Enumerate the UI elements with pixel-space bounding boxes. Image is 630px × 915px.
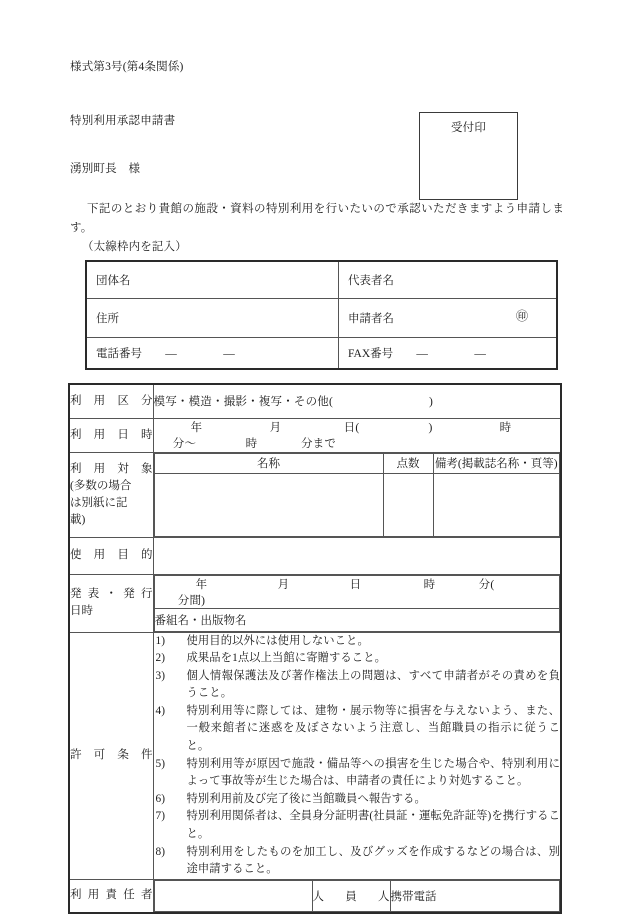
table-row-usage-type — [69, 384, 561, 418]
phone-cell[interactable] — [86, 338, 339, 370]
conditions-label: 許可条件 — [69, 632, 153, 879]
pub-year-marker: 年 — [195, 578, 208, 591]
condition-text: 使用目的以外には使用しないこと。 — [186, 634, 369, 647]
table-row — [86, 261, 557, 299]
col-header-name: 名称 — [154, 453, 383, 473]
conditions-cell — [153, 632, 561, 879]
responsible-label: 利用責任者 — [69, 879, 153, 913]
page-title: 特別利用承認申請書 — [70, 115, 176, 127]
responsible-name-field[interactable] — [154, 880, 312, 911]
condition-item — [154, 650, 561, 668]
table-row-usage-datetime — [69, 418, 561, 452]
conditions-list — [154, 633, 561, 879]
condition-number: 8) — [155, 845, 166, 858]
condition-text: 個人情報保護法及び著作権法上の問題は、すべて申請者がその責めを負うこと。 — [186, 669, 560, 700]
condition-item — [154, 756, 561, 791]
application-detail-table — [68, 383, 562, 914]
phone-dash-1: — — [165, 348, 177, 360]
end-hour-marker: 時 — [245, 438, 258, 450]
end-minute-marker: 分まで — [300, 438, 337, 450]
intro-paragraph: 下記のとおり貴館の施設・資料の特別利用を行いたいので承認いただきますよう申請します。 — [70, 203, 564, 234]
group-name-label: 団体名 — [96, 275, 131, 287]
condition-number: 4) — [155, 704, 166, 717]
publication-program-cell[interactable] — [154, 608, 560, 631]
condition-item — [154, 668, 561, 703]
purpose-label: 使用目的 — [69, 537, 153, 574]
start-hour-marker: 時 — [499, 422, 512, 434]
headcount-label: 人員 — [312, 890, 378, 903]
pub-hour-marker: 時 — [423, 578, 436, 591]
pub-minute-marker: 分( — [478, 578, 495, 591]
start-minute-marker: 分～ — [172, 438, 197, 450]
day-marker: 日( — [343, 422, 360, 434]
condition-item — [154, 808, 561, 843]
group-name-cell[interactable] — [86, 261, 339, 299]
publication-grid-cell — [153, 574, 561, 632]
usage-object-label — [69, 452, 153, 537]
table-row-usage-object — [69, 452, 561, 537]
condition-number: 2) — [155, 652, 166, 665]
mobile-phone-field[interactable] — [390, 880, 560, 911]
usage-datetime-label: 利用日時 — [69, 418, 153, 452]
program-name-label: 番組名・出版物名 — [154, 614, 247, 627]
fax-cell[interactable] — [339, 338, 558, 370]
condition-number: 6) — [155, 792, 166, 805]
usage-object-label-line2: (多数の場合 — [70, 479, 132, 492]
pub-month-marker: 月 — [277, 578, 290, 591]
publication-date-row[interactable] — [154, 575, 560, 608]
col-header-note: 備考(掲載誌名称・頁等) — [433, 453, 560, 473]
publication-date-cell[interactable] — [154, 575, 560, 608]
condition-item — [154, 703, 561, 756]
col-header-count: 点数 — [383, 453, 433, 473]
usage-type-cell[interactable] — [153, 384, 561, 418]
condition-number: 1) — [155, 634, 166, 647]
publication-label-line2: 日時 — [70, 605, 93, 617]
condition-text: 特別利用をしたものを加工し、及びグッズを作成するなどの場合は、別途申請すること。 — [186, 845, 560, 876]
usage-object-label-line4: 載) — [70, 513, 86, 526]
usage-type-options: 模写・模造・撮影・複写・その他( — [153, 396, 334, 409]
condition-number: 5) — [155, 757, 166, 770]
condition-item — [154, 791, 561, 809]
condition-item — [154, 844, 561, 879]
fax-dash-2: — — [474, 348, 486, 360]
day-close-paren: ) — [428, 422, 433, 434]
table-row — [86, 299, 557, 338]
applicant-name-cell[interactable] — [339, 299, 558, 338]
addressee: 湧別町長 様 — [70, 163, 141, 175]
year-marker: 年 — [190, 422, 203, 434]
pub-duration-marker: 分間) — [177, 594, 206, 607]
publication-label-line1: 発表・発行 — [70, 588, 153, 600]
phone-label: 電話番号 — [96, 348, 142, 360]
usage-object-grid-cell — [153, 452, 561, 537]
usage-object-label-line3: は別紙に記 — [70, 496, 128, 509]
receipt-stamp-label: 受付印 — [450, 122, 487, 134]
usage-object-header-row — [154, 453, 560, 473]
condition-text: 特別利用等が原因で施設・備品等への損害を生じた場合や、特別利用によって事故等が生じた場合は、申請者の責任により対処すること。 — [186, 757, 560, 788]
usage-object-entry-row — [154, 473, 560, 536]
table-row-responsible — [69, 879, 561, 913]
condition-text: 特別利用前及び完了後に当館職員へ報告する。 — [186, 792, 426, 805]
fax-dash-1: — — [416, 348, 428, 360]
form-number: 様式第3号(第4条関係) — [70, 61, 184, 73]
seal-icon: ㊞ — [515, 309, 528, 323]
phone-dash-2: — — [223, 348, 235, 360]
responsible-grid-cell — [153, 879, 561, 913]
purpose-cell[interactable] — [153, 537, 561, 574]
receipt-stamp-box — [419, 112, 518, 200]
entry-count-field[interactable] — [383, 473, 433, 536]
entry-note-field[interactable] — [433, 473, 560, 536]
responsible-grid — [154, 880, 561, 912]
condition-number: 7) — [155, 810, 166, 823]
publication-grid — [154, 575, 561, 632]
usage-object-grid — [154, 453, 561, 537]
representative-name-cell[interactable] — [339, 261, 558, 299]
table-row-purpose — [69, 537, 561, 574]
publication-label — [69, 574, 153, 632]
table-row-publication — [69, 574, 561, 632]
applicant-name-label: 申請者名 — [348, 313, 394, 325]
address-label: 住所 — [96, 313, 119, 325]
applicant-info-table — [85, 260, 558, 370]
responsible-row — [154, 880, 560, 911]
condition-text: 特別利用等に際しては、建物・展示物等に損害を与えないよう、また、一般来館者に迷惑を及ぼさないよう注意し、当館職員の指示に従うこと。 — [186, 704, 560, 753]
usage-datetime-cell[interactable] — [153, 418, 561, 452]
mobile-phone-label: 携帯電話 — [390, 890, 437, 903]
fill-instruction-note: （太線枠内を記入） — [82, 241, 187, 253]
representative-name-label: 代表者名 — [348, 275, 394, 287]
condition-text: 特別利用関係者は、全員身分証明書(社員証・運転免許証等)を携行すること。 — [186, 810, 560, 841]
month-marker: 月 — [269, 422, 282, 434]
table-row-conditions — [69, 632, 561, 879]
publication-program-row[interactable] — [154, 608, 560, 631]
usage-type-close-paren: ) — [429, 396, 433, 409]
entry-name-field[interactable] — [154, 473, 383, 536]
usage-type-label: 利用区分 — [69, 384, 153, 418]
condition-number: 3) — [155, 669, 166, 682]
headcount-field[interactable] — [312, 880, 390, 911]
headcount-unit: 人 — [378, 890, 390, 903]
fax-label: FAX番号 — [348, 348, 394, 360]
pub-day-marker: 日 — [349, 578, 362, 591]
table-row — [86, 338, 557, 370]
condition-text: 成果品を1点以上当館に寄贈すること。 — [186, 652, 386, 665]
usage-object-label-line1: 利用対象 — [70, 462, 153, 475]
condition-item — [154, 633, 561, 651]
address-cell[interactable] — [86, 299, 339, 338]
